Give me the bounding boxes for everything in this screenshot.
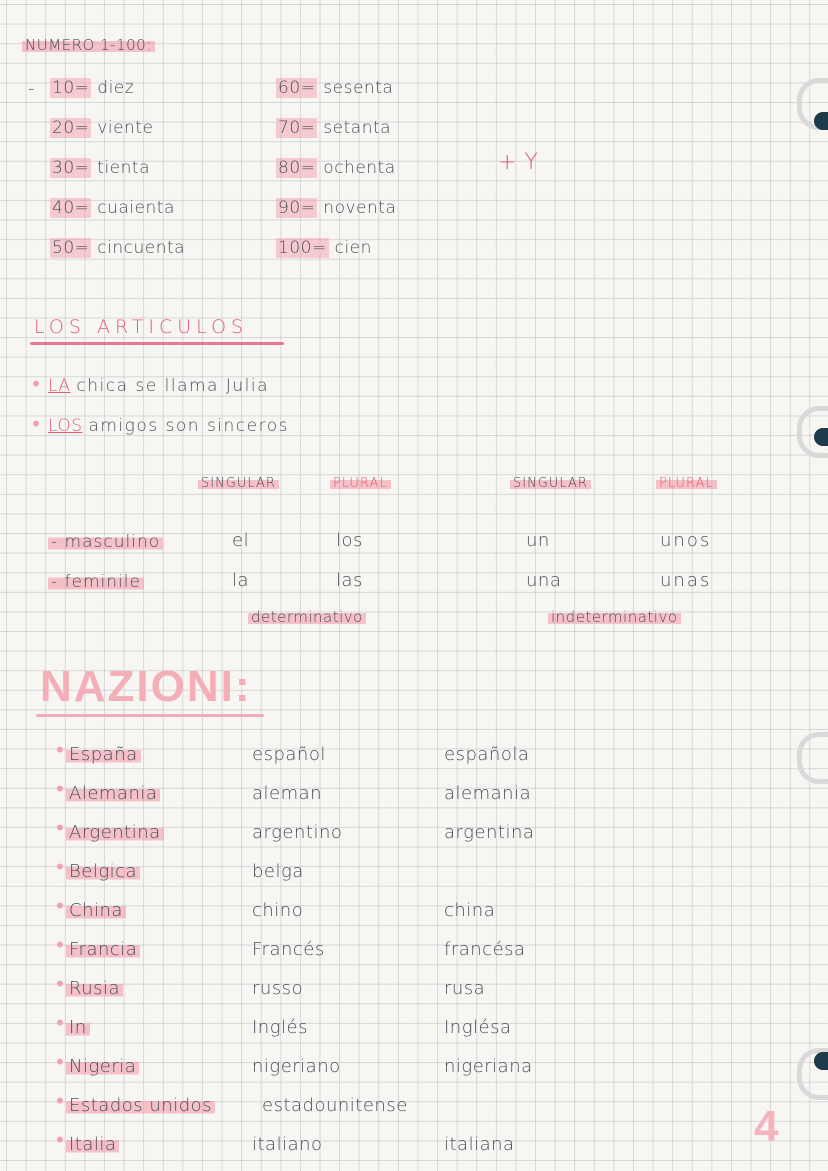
row-feminile-ind-s: una [526, 570, 562, 591]
nation-bullet: • [54, 855, 66, 879]
row-masculino-det-s: el [232, 530, 250, 551]
nation-country: España [66, 744, 141, 765]
row-masculino-ind-s: un [526, 530, 550, 551]
row-masculino-label: - masculino [48, 532, 163, 552]
header-ind-plural: PLURAL [656, 476, 717, 491]
article-example-la: LA chica se llama Julia [48, 376, 270, 396]
nation-country: Argentina [66, 822, 164, 843]
nation-feminine: argentina [444, 822, 535, 843]
number-row-50: 50= cincuenta [52, 238, 186, 258]
header-det-plural: PLURAL [330, 476, 391, 491]
nation-feminine: italiana [444, 1134, 515, 1155]
bullet-2: • [30, 412, 42, 436]
row-feminile-ind-p: unas [660, 570, 712, 591]
row-masculino-ind-p: unos [660, 530, 712, 551]
number-row-90: 90= noventa [278, 198, 397, 218]
nation-bullet: • [54, 1050, 66, 1074]
page-number: 4 [754, 1102, 779, 1151]
nation-bullet: • [54, 894, 66, 918]
nation-country: In [66, 1017, 90, 1038]
nation-masculine: nigeriano [252, 1056, 341, 1077]
nation-masculine: estadounitense [262, 1095, 408, 1116]
row-feminile-det-s: la [232, 570, 250, 591]
indeterminativo-label: indeterminativo [548, 608, 681, 626]
nation-feminine: alemania [444, 783, 532, 804]
binder-hole-4 [814, 1052, 828, 1070]
articulos-title: LOS ARTICULOS [34, 316, 249, 338]
bullet-1: • [30, 372, 42, 396]
nation-bullet: • [54, 1089, 66, 1113]
header-ind-singular: SINGULAR [510, 476, 591, 491]
nation-feminine: nigeriana [444, 1056, 533, 1077]
number-row-100: 100= cien [278, 238, 372, 258]
number-row-40: 40= cuaienta [52, 198, 175, 218]
nation-bullet: • [54, 738, 66, 762]
nation-masculine: chino [252, 900, 304, 921]
determinativo-label: determinativo [248, 608, 366, 626]
header-det-singular: SINGULAR [198, 476, 279, 491]
nation-country: China [66, 900, 126, 921]
nation-feminine: Inglésa [444, 1017, 512, 1038]
nation-masculine: italiano [252, 1134, 323, 1155]
row-feminile-det-p: las [336, 570, 363, 591]
nation-masculine: belga [252, 861, 304, 882]
nation-bullet: • [54, 1128, 66, 1152]
number-row-20: 20= viente [52, 118, 154, 138]
number-row-70: 70= setanta [278, 118, 392, 138]
nation-feminine: española [444, 744, 530, 765]
articulos-title-underline [30, 342, 284, 345]
plus-y-note: + Y [498, 150, 539, 175]
numbers-title: NUMERO 1-100: [22, 36, 155, 54]
nation-feminine: francésa [444, 939, 526, 960]
nazioni-title: NAZIONI: [40, 662, 252, 711]
nation-country: Francia [66, 939, 140, 960]
nation-country: Rusia [66, 978, 123, 999]
number-row-80: 80= ochenta [278, 158, 396, 178]
binder-hole-2 [814, 428, 828, 446]
nation-bullet: • [54, 933, 66, 957]
binder-hole-1 [814, 112, 828, 130]
nation-masculine: argentino [252, 822, 343, 843]
nation-country: Nigeria [66, 1056, 139, 1077]
nation-bullet: • [54, 777, 66, 801]
article-example-los: LOS amigos son sinceros [48, 416, 289, 436]
nation-country: Alemania [66, 783, 160, 804]
nation-feminine: rusa [444, 978, 486, 999]
nation-feminine: china [444, 900, 496, 921]
nation-masculine: español [252, 744, 326, 765]
binder-ring-3 [797, 732, 828, 784]
number-row-30: 30= tienta [52, 158, 151, 178]
number-row-60: 60= sesenta [278, 78, 394, 98]
nation-country: Estados unidos [66, 1095, 215, 1116]
row-masculino-det-p: los [336, 530, 363, 551]
number-row-10: 10= diez [52, 78, 135, 98]
nation-masculine: russo [252, 978, 304, 999]
nation-bullet: • [54, 816, 66, 840]
nation-masculine: Inglés [252, 1017, 308, 1038]
nation-masculine: Francés [252, 939, 325, 960]
nation-bullet: • [54, 972, 66, 996]
nation-country: Belgica [66, 861, 140, 882]
nation-bullet: • [54, 1011, 66, 1035]
nazioni-title-underline [36, 714, 264, 717]
numbers-dash: - [28, 78, 35, 99]
row-feminile-label: - feminile [48, 572, 144, 592]
nation-masculine: aleman [252, 783, 323, 804]
nation-country: Italia [66, 1134, 119, 1155]
